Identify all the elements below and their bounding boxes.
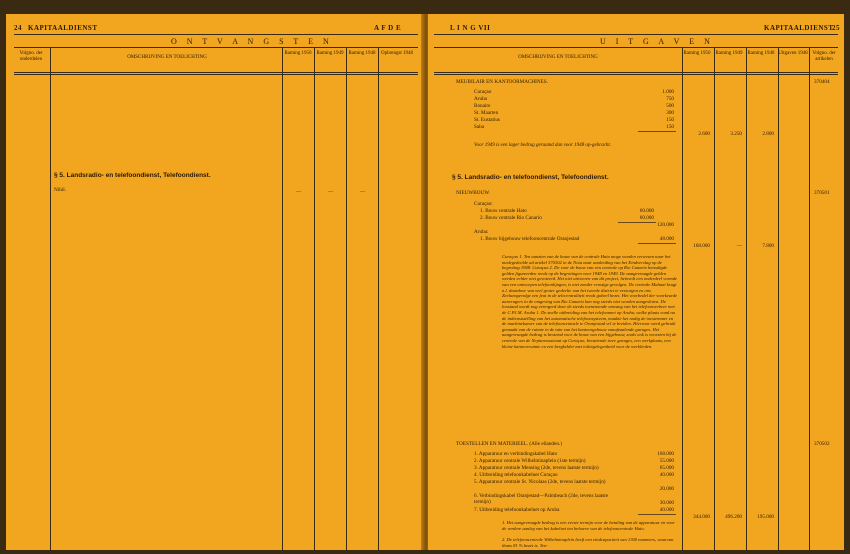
- col-volgno: Volgno. der onderdelen: [19, 51, 43, 62]
- left-page: [6, 14, 424, 550]
- meubilair-heading: MEUBILAIR EN KANTOORMACHINES.: [456, 79, 548, 85]
- nieuwbouw-raming-1948: 7.800: [762, 243, 774, 249]
- meubilair-note: Voor 1949 is een lager bedrag geraamd dan voor 1948 op-gebracht.: [474, 143, 612, 148]
- meubilair-item: St. Maarten: [474, 110, 499, 116]
- left-title-part: A F D E: [374, 24, 402, 32]
- sum-rule: [638, 243, 676, 244]
- toestellen-amount: 168.000: [657, 451, 674, 457]
- dash: —: [360, 189, 366, 195]
- toestellen-item: 4. Uitbreiding telefoonkabelnet Curaçao: [474, 472, 558, 478]
- meubilair-item: Aruba: [474, 96, 487, 102]
- right-page-number: 25: [832, 24, 840, 32]
- right-running-head: KAPITAALDIENST: [764, 24, 834, 32]
- toestellen-item: 7. Uitbreiding telefoonkabelnet op Aruba: [474, 507, 560, 513]
- left-section-heading: § 5. Landsradio- en telefoondienst, Telefoondienst.: [54, 172, 211, 179]
- nieuwbouw-item: 2. Bouw centrale Rio Canario: [480, 215, 542, 221]
- nieuwbouw-raming-1950: 168.000: [693, 243, 710, 249]
- toestellen-raming-1950: 344.000: [693, 514, 710, 520]
- col-opbrengst-1948: Opbrengst 1948: [380, 51, 414, 56]
- meubilair-item: Curaçao: [474, 89, 492, 95]
- curacao-total: 120.000: [657, 222, 674, 228]
- meubilair-item: Bonaire: [474, 103, 491, 109]
- toestellen-raming-1949: 496.200: [725, 514, 742, 520]
- col-raming-1950: Raming 1950: [284, 51, 312, 56]
- col-raming-1948: Raming 1948: [747, 51, 775, 56]
- col-raming-1949: Raming 1949: [316, 51, 344, 56]
- toestellen-raming-1948: 195.000: [757, 514, 774, 520]
- col-rule: [282, 47, 283, 550]
- nieuwbouw-item: 1. Bouw bijgebouw telefooncentrale Oranjestad: [480, 236, 580, 242]
- nieuwbouw-heading: NIEUWBOUW.: [456, 190, 490, 196]
- rule: [14, 34, 418, 35]
- toestellen-item: 6. Verbindingskabel Oranjestad—Palmbeach (2de, tevens laatste termijn): [474, 493, 609, 505]
- meubilair-amount: 1.000: [662, 89, 674, 95]
- col-rule: [378, 47, 379, 550]
- toestellen-item: 1. Apparatuur en verbindingskabel Hato: [474, 451, 558, 457]
- col-rule: [682, 47, 683, 550]
- col-rule: [778, 47, 779, 550]
- col-rule: [346, 47, 347, 550]
- meubilair-item: Saba: [474, 124, 485, 130]
- meubilair-raming-1950: 2.600: [698, 131, 710, 137]
- toestellen-amount: 65.000: [659, 465, 674, 471]
- nieuwbouw-explanation: Curaçao 1. Ten aanzien van de bouw van de centrale Hato moge worden verwezen naar het medegedeelde ad artikel 370302 in de Nota naar aanleiding van het Eindverslag op de begroting 1948. Curaçao 2. De voor de bouw van een centrale op Rio Canario benodigde gelden figureerden reeds op de begrotingen voor 1948 en 1949. De aangevraagde gelden werden echter niet gevoteerd. Het niet uitvoeren van dit project, heinvolt een onderdeel vormde van een ontworpen telefoonlijngen, is niet zonder ernstige gevolgen. De centrale Mahaai krugt n.l. daardoor van veel groter gedeelte van het tweede district te verzorgen en ons Zeeluengevolge een feat in de telecentraliteit reeds goheel bezet. Het voorbedel der voorkeurde aanvragers in de omgeving van Rio Canario kan nog steeds niet worden aangesloten. De loostand wordt nog verergerd door de steeds toenemende omvang van het telefoonverkeer met de C.P.I.M. Aruba 1. De snelle uitbreiding van het telefoonnet op Aruba, welke plaats vond na de indienststelling van het automatische telefoonsysteem, maakte het nodig de toestemmer en de machinekamer van de telefooncentrale te Oranjestad vrl te breiden. Hiervoor werd gebruik gemaakt van de ruimte in de tuin van het kantoorgebouw vanafzaalende garages. Het aangevraagde bedrag is bestemd voor de bouw van een bijgebouw, zoals ook is voorzien bij de centrale van de Nepturnusstraat op Curaçao, bevattende twee garages, een werkplaats, een kleine kantoorruimte en een bergkelder met toiletgelegenheid voor de werklieden.: [502, 254, 678, 349]
- toestellen-article: 370502: [814, 441, 830, 447]
- dash: —: [296, 189, 302, 195]
- col-rule: [50, 47, 51, 550]
- sum-rule: [638, 514, 676, 515]
- toestellen-item: 5. Apparatuur centrale St. Nicolaas (2de, tevens laatste termijn): [474, 479, 606, 485]
- meubilair-article: 370404: [814, 79, 830, 85]
- meubilair-raming-1949: 3.250: [730, 131, 742, 137]
- col-rule: [714, 47, 715, 550]
- right-section-heading: § 5. Landsradio- en telefoondienst, Telefoondienst.: [452, 174, 609, 181]
- right-title-part: L I N G VII: [450, 24, 491, 32]
- nieuwbouw-amount: 48.000: [659, 236, 674, 242]
- curacao-label: Curaçao:: [474, 201, 493, 207]
- toestellen-amount: 40.000: [659, 507, 674, 513]
- rule: [14, 74, 418, 75]
- toestellen-note-2: 2. De telefooncentrale Wilhelminaplein heeft een eindcapaciteit van 1300 nummers, waarvan thans 81 % bezet is. Ten-: [502, 537, 674, 548]
- nieuwbouw-amount: 60.000: [639, 208, 654, 214]
- left-section-title: O N T V A N G S T E N: [171, 37, 333, 46]
- nieuwbouw-article: 370501: [814, 190, 830, 196]
- sum-rule: [638, 131, 676, 132]
- nieuwbouw-raming-1949: —: [736, 243, 742, 249]
- col-rule: [809, 47, 810, 550]
- rule: [434, 34, 838, 35]
- col-rule: [746, 47, 747, 550]
- right-section-title: U I T G A V E N: [600, 37, 714, 46]
- meubilair-item: St. Eustatius: [474, 117, 500, 123]
- aruba-label: Aruba:: [474, 229, 489, 235]
- nieuwbouw-item: 1. Bouw centrale Hato: [480, 208, 527, 214]
- col-rule: [314, 47, 315, 550]
- col-raming-1948: Raming 1948: [348, 51, 376, 56]
- col-volgno: Volgno. der artikelen: [812, 51, 836, 62]
- toestellen-amount: 40.000: [659, 472, 674, 478]
- dash: —: [328, 189, 334, 195]
- col-raming-1949: Raming 1949: [715, 51, 743, 56]
- toestellen-item: 3. Apparatuur centrale Mensing (2de, tevens laatste termijn): [474, 465, 599, 471]
- meubilair-amount: 300: [666, 110, 674, 116]
- toestellen-heading: TOESTELLEN EN MATERIEEL. (Alle eilanden.): [456, 441, 562, 447]
- meubilair-amount: 150: [666, 124, 674, 130]
- meubilair-amount: 150: [666, 117, 674, 123]
- rule: [14, 47, 418, 48]
- toestellen-amount: 30.000: [659, 500, 674, 506]
- meubilair-raming-1948: 2.800: [762, 131, 774, 137]
- rule: [14, 72, 418, 73]
- col-uitgaven-1948: Uitgaven 1948: [778, 51, 808, 56]
- col-raming-1950: Raming 1950: [683, 51, 711, 56]
- col-omschrijving: OMSCHRIJVING EN TOELICHTING: [518, 55, 598, 60]
- meubilair-amount: 500: [666, 103, 674, 109]
- col-omschrijving: OMSCHRIJVING EN TOELICHTING: [127, 55, 207, 60]
- left-running-head: KAPITAALDIENST: [28, 24, 98, 32]
- toestellen-item: 2. Apparatuur centrale Wilhelminaplein (1ste termijn): [474, 458, 586, 464]
- toestellen-amount: 20.000: [659, 486, 674, 492]
- toestellen-amount: 55.000: [659, 458, 674, 464]
- meubilair-amount: 750: [666, 96, 674, 102]
- left-page-number: 24: [14, 24, 22, 32]
- toestellen-note-1: 1. Het aangevraagde bedrag is een eerste termijn voor de betaling van de apparatuur en voor de verdere aanleg van het kabelnet ten behoeve van de telefooncentrale Hato.: [502, 520, 675, 531]
- nihil-text: Nihil.: [54, 187, 66, 193]
- nieuwbouw-amount: 60.000: [639, 215, 654, 221]
- right-page: [428, 14, 844, 550]
